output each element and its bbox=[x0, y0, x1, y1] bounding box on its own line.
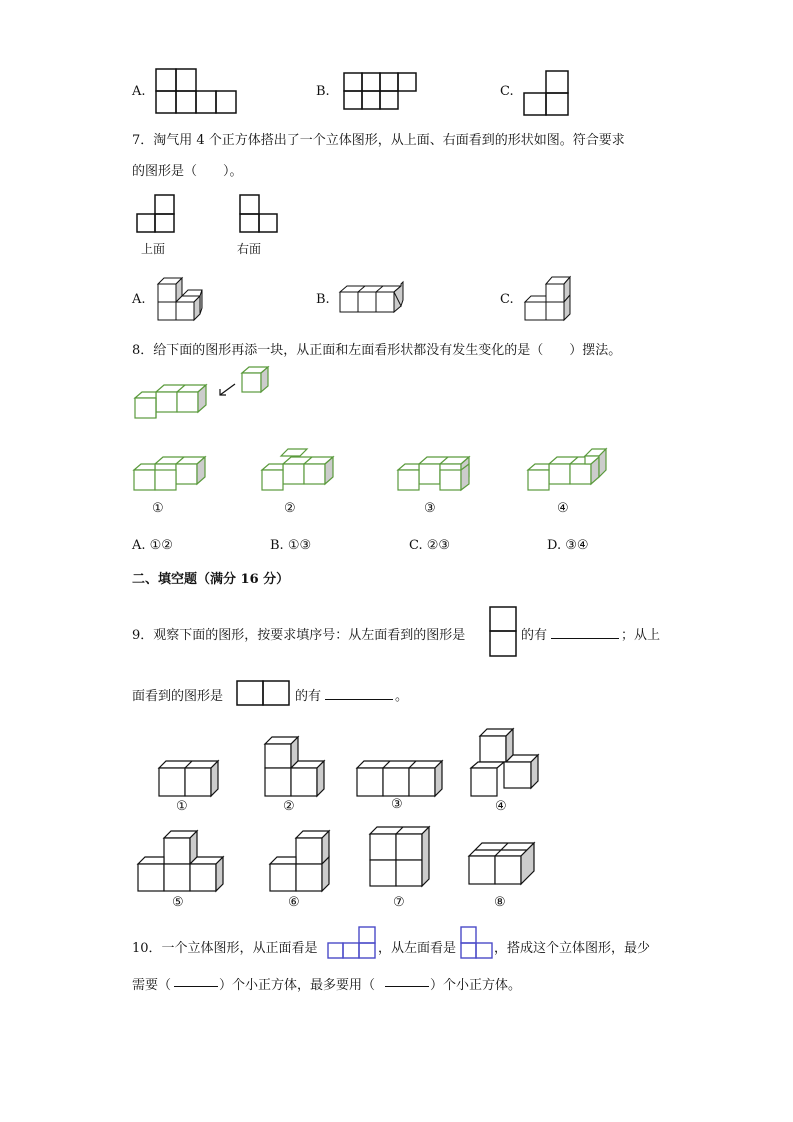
q9-answer-blank-2[interactable] bbox=[325, 683, 393, 700]
q6-option-b-figure bbox=[343, 72, 419, 110]
q10-text-part5: ）个小正方体，最多要用（ bbox=[219, 978, 376, 993]
q8-option-b[interactable]: B. ①③ bbox=[270, 538, 312, 553]
q9-figure-2 bbox=[264, 736, 328, 800]
q8-figure-3-label: ③ bbox=[424, 501, 436, 516]
q9-figure-3-label: ③ bbox=[391, 797, 403, 812]
q8-option-a[interactable]: A. ①② bbox=[132, 538, 173, 553]
q9-figure-4-label: ④ bbox=[495, 799, 507, 814]
q8-figure-1 bbox=[133, 456, 209, 492]
q7-option-c-label[interactable]: C. bbox=[500, 292, 514, 307]
q9-text-part1: 9．观察下面的图形，按要求填序号：从左面看到的图形是 bbox=[132, 628, 466, 643]
q7-right-view-label: 右面 bbox=[237, 242, 262, 256]
q7-question-line2: 的图形是（ ）。 bbox=[132, 164, 243, 179]
q8-figure-4 bbox=[527, 448, 609, 492]
q7-top-view-figure bbox=[136, 194, 176, 234]
q7-top-view-label: 上面 bbox=[141, 242, 166, 256]
q9-figure-7-label: ⑦ bbox=[393, 895, 405, 910]
q8-question-text: 8．给下面的图形再添一块，从正面和左面看形状都没有发生变化的是（ ）摆法。 bbox=[132, 343, 622, 358]
q8-figure-2-label: ② bbox=[284, 501, 296, 516]
q10-front-view-figure bbox=[327, 926, 377, 960]
q9-answer-blank-1[interactable] bbox=[551, 622, 619, 639]
q9-figure-3 bbox=[356, 760, 446, 800]
q9-figure-7 bbox=[369, 826, 433, 890]
q9-figure-1-label: ① bbox=[176, 799, 188, 814]
q9-text-part2: 的有 bbox=[521, 628, 548, 643]
q9-text-part5: 的有 bbox=[295, 689, 322, 704]
q8-extra-cube-figure bbox=[241, 366, 271, 394]
q9-figure-2-label: ② bbox=[283, 799, 295, 814]
q8-figure-3 bbox=[397, 456, 473, 492]
q9-figure-5 bbox=[137, 830, 229, 894]
q8-arrow-icon bbox=[217, 383, 237, 397]
q9-text-part6: 。 bbox=[395, 689, 409, 704]
q10-text-part2: ，从左面看是 bbox=[378, 941, 457, 956]
q6-option-c-label[interactable]: C. bbox=[500, 84, 514, 99]
q7-option-a-label[interactable]: A. bbox=[132, 292, 146, 307]
q10-text-part1: 10．一个立体图形，从正面看是 bbox=[132, 941, 318, 956]
q10-answer-blank-min[interactable] bbox=[174, 972, 218, 987]
q6-option-c-figure bbox=[523, 70, 569, 116]
q9-text-part3: ；从上 bbox=[621, 628, 661, 643]
q10-text-part3: ，搭成这个立体图形，最少 bbox=[494, 941, 651, 956]
q9-left-view-figure bbox=[489, 606, 517, 658]
q6-option-a-label[interactable]: A. bbox=[132, 84, 146, 99]
q8-figure-2 bbox=[261, 448, 337, 492]
q10-text-part4: 需要（ bbox=[132, 978, 172, 993]
q9-figure-8 bbox=[468, 842, 538, 888]
q6-option-b-label[interactable]: B. bbox=[316, 84, 330, 99]
q10-left-view-figure bbox=[460, 926, 494, 960]
q8-figure-4-label: ④ bbox=[557, 501, 569, 516]
q7-option-c-figure bbox=[524, 274, 574, 324]
q9-figure-1 bbox=[158, 760, 222, 800]
q6-option-a-figure bbox=[155, 68, 237, 114]
q7-question-line1: 7．淘气用 4 个正方体搭出了一个立体图形，从上面、右面看到的形状如图。符合要求 bbox=[132, 133, 625, 148]
q9-top-view-figure bbox=[236, 680, 290, 707]
q9-figure-6 bbox=[269, 830, 333, 894]
q9-text-part4: 面看到的图形是 bbox=[132, 689, 224, 704]
section-2-title: 二、填空题（满分 16 分） bbox=[132, 572, 290, 587]
q9-figure-8-label: ⑧ bbox=[494, 895, 506, 910]
q7-option-a-figure bbox=[157, 276, 207, 324]
q7-right-view-figure bbox=[239, 194, 279, 234]
q8-base-figure bbox=[134, 382, 210, 420]
q9-figure-6-label: ⑥ bbox=[288, 895, 300, 910]
q9-figure-5-label: ⑤ bbox=[172, 895, 184, 910]
q8-option-d[interactable]: D. ③④ bbox=[547, 538, 589, 553]
q10-text-part6: ）个小正方体。 bbox=[430, 978, 522, 993]
q7-option-b-figure bbox=[339, 282, 405, 316]
q7-option-b-label[interactable]: B. bbox=[316, 292, 330, 307]
q9-figure-4 bbox=[470, 728, 542, 800]
q10-answer-blank-max[interactable] bbox=[385, 972, 429, 987]
q8-figure-1-label: ① bbox=[152, 501, 164, 516]
q8-option-c[interactable]: C. ②③ bbox=[409, 538, 451, 553]
